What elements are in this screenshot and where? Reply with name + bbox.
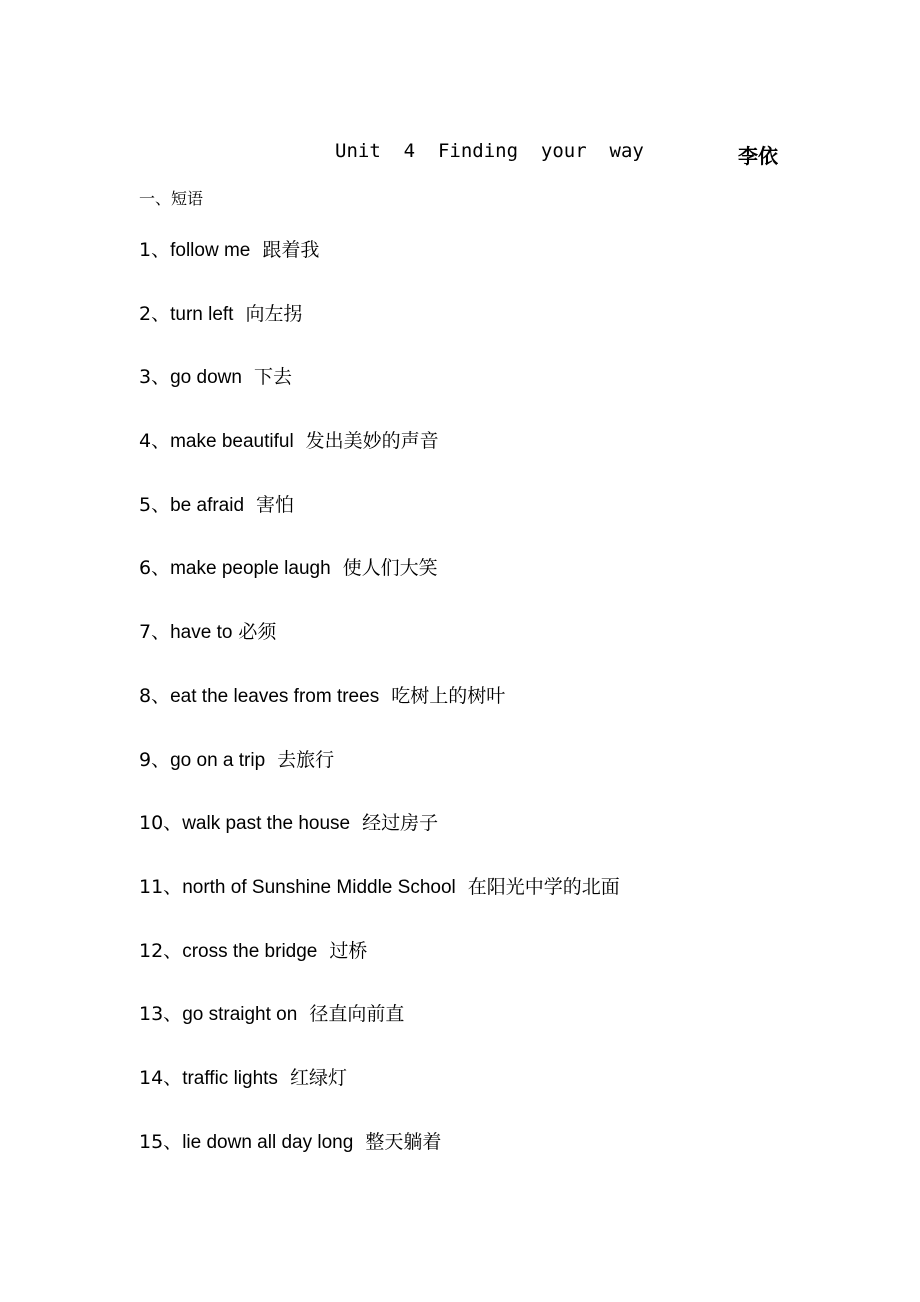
phrase-number: 10、 [139,812,183,835]
phrase-chinese: 使人们大笑 [342,557,438,580]
phrase-item [139,873,620,937]
phrase-english: traffic lights [182,1067,278,1089]
phrase-english: go straight on [182,1004,298,1026]
phrase-item [139,1128,620,1192]
phrase-number: 14、 [139,1066,183,1089]
phrase-item [139,491,620,555]
phrase-number: 1、 [139,239,171,261]
phrase-item [139,809,620,873]
phrase-item [139,300,620,364]
phrase-chinese: 发出美妙的声音 [305,430,439,453]
phrase-number: 13、 [139,1003,183,1026]
phrase-number: 2、 [139,302,171,325]
phrase-chinese: 经过房子 [362,812,439,835]
phrase-number: 4、 [139,430,171,453]
phrase-item [139,746,620,810]
section-heading: 一、短语 [139,189,204,208]
phrase-number: 9、 [139,748,171,771]
phrase-number: 6、 [139,557,171,580]
phrase-number: 12、 [139,939,183,962]
phrase-item [139,554,620,618]
phrase-english: follow me [170,240,251,261]
phrase-item [139,682,620,746]
phrase-item [139,236,620,300]
phrase-list [139,236,620,1191]
phrase-item [139,618,620,682]
phrase-number: 8、 [139,684,171,707]
phrase-item [139,427,620,491]
phrase-english: turn left [170,303,234,325]
phrase-chinese: 去旅行 [277,748,335,771]
phrase-english: go on a trip [170,749,266,771]
phrase-english: lie down all day long [182,1131,354,1153]
phrase-chinese: 吃树上的树叶 [391,684,506,707]
phrase-chinese: 跟着我 [262,239,320,261]
title-row [0,140,920,170]
phrase-chinese: 下去 [253,366,292,389]
phrase-chinese: 红绿灯 [289,1066,347,1089]
phrase-chinese: 径直向前直 [309,1003,405,1026]
phrase-chinese: 害怕 [256,493,295,516]
phrase-chinese: 过桥 [329,939,368,962]
phrase-english: be afraid [170,494,245,516]
phrase-english: cross the bridge [182,940,318,962]
phrase-chinese: 在阳光中学的北面 [467,875,620,898]
phrase-number: 15、 [139,1130,183,1153]
phrase-chinese: 向左拐 [245,302,303,325]
phrase-number: 11、 [139,875,183,898]
phrase-number: 5、 [139,493,171,516]
phrase-english: north of Sunshine Middle School [182,876,456,898]
phrase-item [139,363,620,427]
phrase-english: make beautiful [170,431,294,453]
phrase-english: walk past the house [182,813,351,835]
phrase-number: 7、 [139,621,171,644]
phrase-english: make people laugh [170,558,331,580]
phrase-chinese: 必须 [238,621,277,644]
phrase-english: have to [170,622,233,644]
phrase-english: go down [170,367,242,389]
document-title: Unit 4 Finding your way [335,140,644,162]
phrase-item [139,937,620,1001]
phrase-item [139,1000,620,1064]
author-name: 李依 [738,144,778,168]
phrase-chinese: 整天躺着 [365,1130,442,1153]
phrase-number: 3、 [139,366,171,389]
phrase-english: eat the leaves from trees [170,685,380,707]
phrase-item [139,1064,620,1128]
